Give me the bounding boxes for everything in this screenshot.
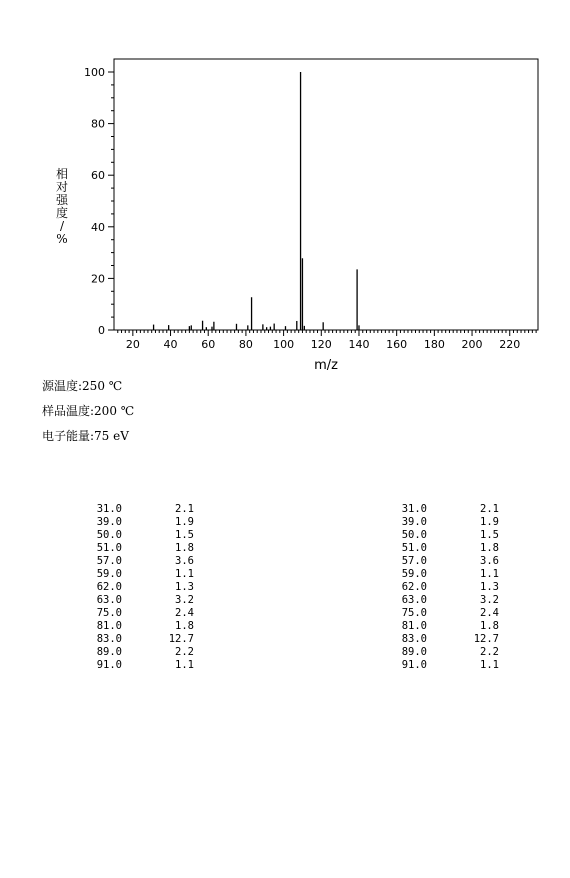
intensity-cell: 2.2 — [480, 646, 499, 658]
electron-energy-label: 电子能量: — [42, 429, 95, 443]
y-tick-label: 40 — [91, 220, 105, 234]
intensity-cell: 12.7 — [168, 633, 194, 645]
intensity-cell: 2.4 — [480, 607, 499, 619]
intensity-cell: 1.3 — [175, 581, 194, 593]
x-axis-label: m/z — [314, 358, 338, 373]
table-row — [88, 503, 194, 516]
table-row — [88, 607, 194, 620]
table-row — [88, 555, 194, 568]
intensity-cell: 1.8 — [175, 620, 194, 632]
mz-cell: 83.0 — [401, 633, 427, 645]
y-axis-label-char: 强 — [55, 193, 68, 207]
table-row — [393, 633, 499, 646]
intensity-cell: 3.2 — [175, 594, 194, 606]
mz-cell: 75.0 — [96, 607, 122, 619]
y-tick-label: 60 — [91, 169, 105, 183]
mz-cell: 50.0 — [401, 529, 427, 541]
table-row — [393, 568, 499, 581]
table-row — [393, 659, 499, 672]
intensity-cell: 2.1 — [480, 503, 499, 515]
x-tick-label: 60 — [201, 338, 216, 351]
x-tick-label: 100 — [273, 338, 295, 351]
table-row — [393, 503, 499, 516]
intensity-cell: 3.2 — [480, 594, 499, 606]
peak-table-left — [88, 503, 194, 672]
table-row — [393, 594, 499, 607]
table-row — [88, 659, 194, 672]
intensity-cell: 1.1 — [175, 568, 194, 580]
x-tick-label: 120 — [310, 338, 332, 351]
table-row — [393, 581, 499, 594]
y-tick-label: 20 — [91, 272, 105, 286]
intensity-cell: 1.8 — [175, 542, 194, 554]
intensity-cell: 2.2 — [175, 646, 194, 658]
intensity-cell: 1.5 — [175, 529, 194, 541]
mz-cell: 51.0 — [96, 542, 122, 554]
x-tick-label: 80 — [238, 338, 253, 351]
mz-cell: 50.0 — [96, 529, 122, 541]
table-row — [88, 516, 194, 529]
intensity-cell: 1.9 — [480, 516, 499, 528]
intensity-cell: 1.9 — [175, 516, 194, 528]
y-axis-label-char: % — [56, 232, 68, 246]
intensity-cell: 12.7 — [473, 633, 499, 645]
mz-cell: 89.0 — [401, 646, 427, 658]
mz-cell: 57.0 — [96, 555, 122, 567]
mz-cell: 59.0 — [401, 568, 427, 580]
y-tick-label: 0 — [98, 324, 105, 337]
table-row — [393, 542, 499, 555]
x-tick-label: 140 — [348, 338, 370, 351]
mz-cell: 31.0 — [401, 503, 427, 515]
intensity-cell: 1.8 — [480, 542, 499, 554]
mz-cell: 62.0 — [96, 581, 122, 593]
mz-cell: 91.0 — [96, 659, 122, 671]
intensity-cell: 1.8 — [480, 620, 499, 632]
table-row — [393, 529, 499, 542]
mz-cell: 57.0 — [401, 555, 427, 567]
intensity-cell: 3.6 — [175, 555, 194, 567]
table-row — [88, 633, 194, 646]
mz-cell: 81.0 — [401, 620, 427, 632]
y-axis-label-char: / — [59, 219, 65, 233]
mz-cell: 39.0 — [401, 516, 427, 528]
source-temperature-value: 250 ℃ — [82, 379, 123, 393]
peak-table-right — [393, 503, 499, 672]
mass-spectrum-chart — [0, 0, 570, 380]
table-row — [88, 581, 194, 594]
intensity-cell: 1.1 — [175, 659, 194, 671]
y-axis-label-char: 对 — [55, 180, 68, 194]
x-tick-label: 200 — [461, 338, 483, 351]
table-row — [393, 646, 499, 659]
source-temperature — [42, 377, 122, 394]
table-row — [393, 620, 499, 633]
intensity-cell: 1.3 — [480, 581, 499, 593]
y-tick-label: 80 — [91, 117, 105, 131]
mz-cell: 31.0 — [96, 503, 122, 515]
x-tick-label: 180 — [423, 338, 445, 351]
mz-cell: 75.0 — [401, 607, 427, 619]
table-row — [393, 516, 499, 529]
table-row — [393, 607, 499, 620]
table-row — [88, 529, 194, 542]
x-tick-label: 220 — [499, 338, 521, 351]
plot-frame — [114, 59, 538, 330]
table-row — [393, 555, 499, 568]
y-axis — [84, 66, 114, 337]
sample-temperature-label: 样品温度: — [42, 404, 95, 418]
intensity-cell: 2.4 — [175, 607, 194, 619]
electron-energy — [42, 427, 129, 444]
electron-energy-value: 75 eV — [94, 429, 129, 443]
sample-temperature-value: 200 ℃ — [94, 404, 135, 418]
source-temperature-label: 源温度: — [42, 379, 83, 393]
mz-cell: 63.0 — [401, 594, 427, 606]
sample-temperature — [42, 402, 134, 419]
table-row — [88, 542, 194, 555]
table-row — [88, 568, 194, 581]
y-axis-label-char: 相 — [55, 167, 68, 181]
table-row — [88, 646, 194, 659]
x-tick-label: 40 — [163, 338, 178, 351]
mz-cell: 39.0 — [96, 516, 122, 528]
intensity-cell: 1.1 — [480, 568, 499, 580]
mz-cell: 83.0 — [96, 633, 122, 645]
mz-cell: 91.0 — [401, 659, 427, 671]
x-axis — [118, 330, 536, 351]
peak-bars — [154, 72, 359, 330]
table-row — [88, 594, 194, 607]
x-tick-label: 20 — [125, 338, 140, 351]
mz-cell: 62.0 — [401, 581, 427, 593]
y-axis-label — [54, 168, 70, 246]
mz-cell: 89.0 — [96, 646, 122, 658]
mz-cell: 81.0 — [96, 620, 122, 632]
mz-cell: 51.0 — [401, 542, 427, 554]
y-tick-label: 100 — [84, 66, 105, 79]
y-axis-label-char: 度 — [55, 206, 68, 220]
intensity-cell: 1.5 — [480, 529, 499, 541]
table-row — [88, 620, 194, 633]
intensity-cell: 3.6 — [480, 555, 499, 567]
intensity-cell: 1.1 — [480, 659, 499, 671]
x-tick-label: 160 — [386, 338, 408, 351]
mz-cell: 59.0 — [96, 568, 122, 580]
intensity-cell: 2.1 — [175, 503, 194, 515]
mz-cell: 63.0 — [96, 594, 122, 606]
